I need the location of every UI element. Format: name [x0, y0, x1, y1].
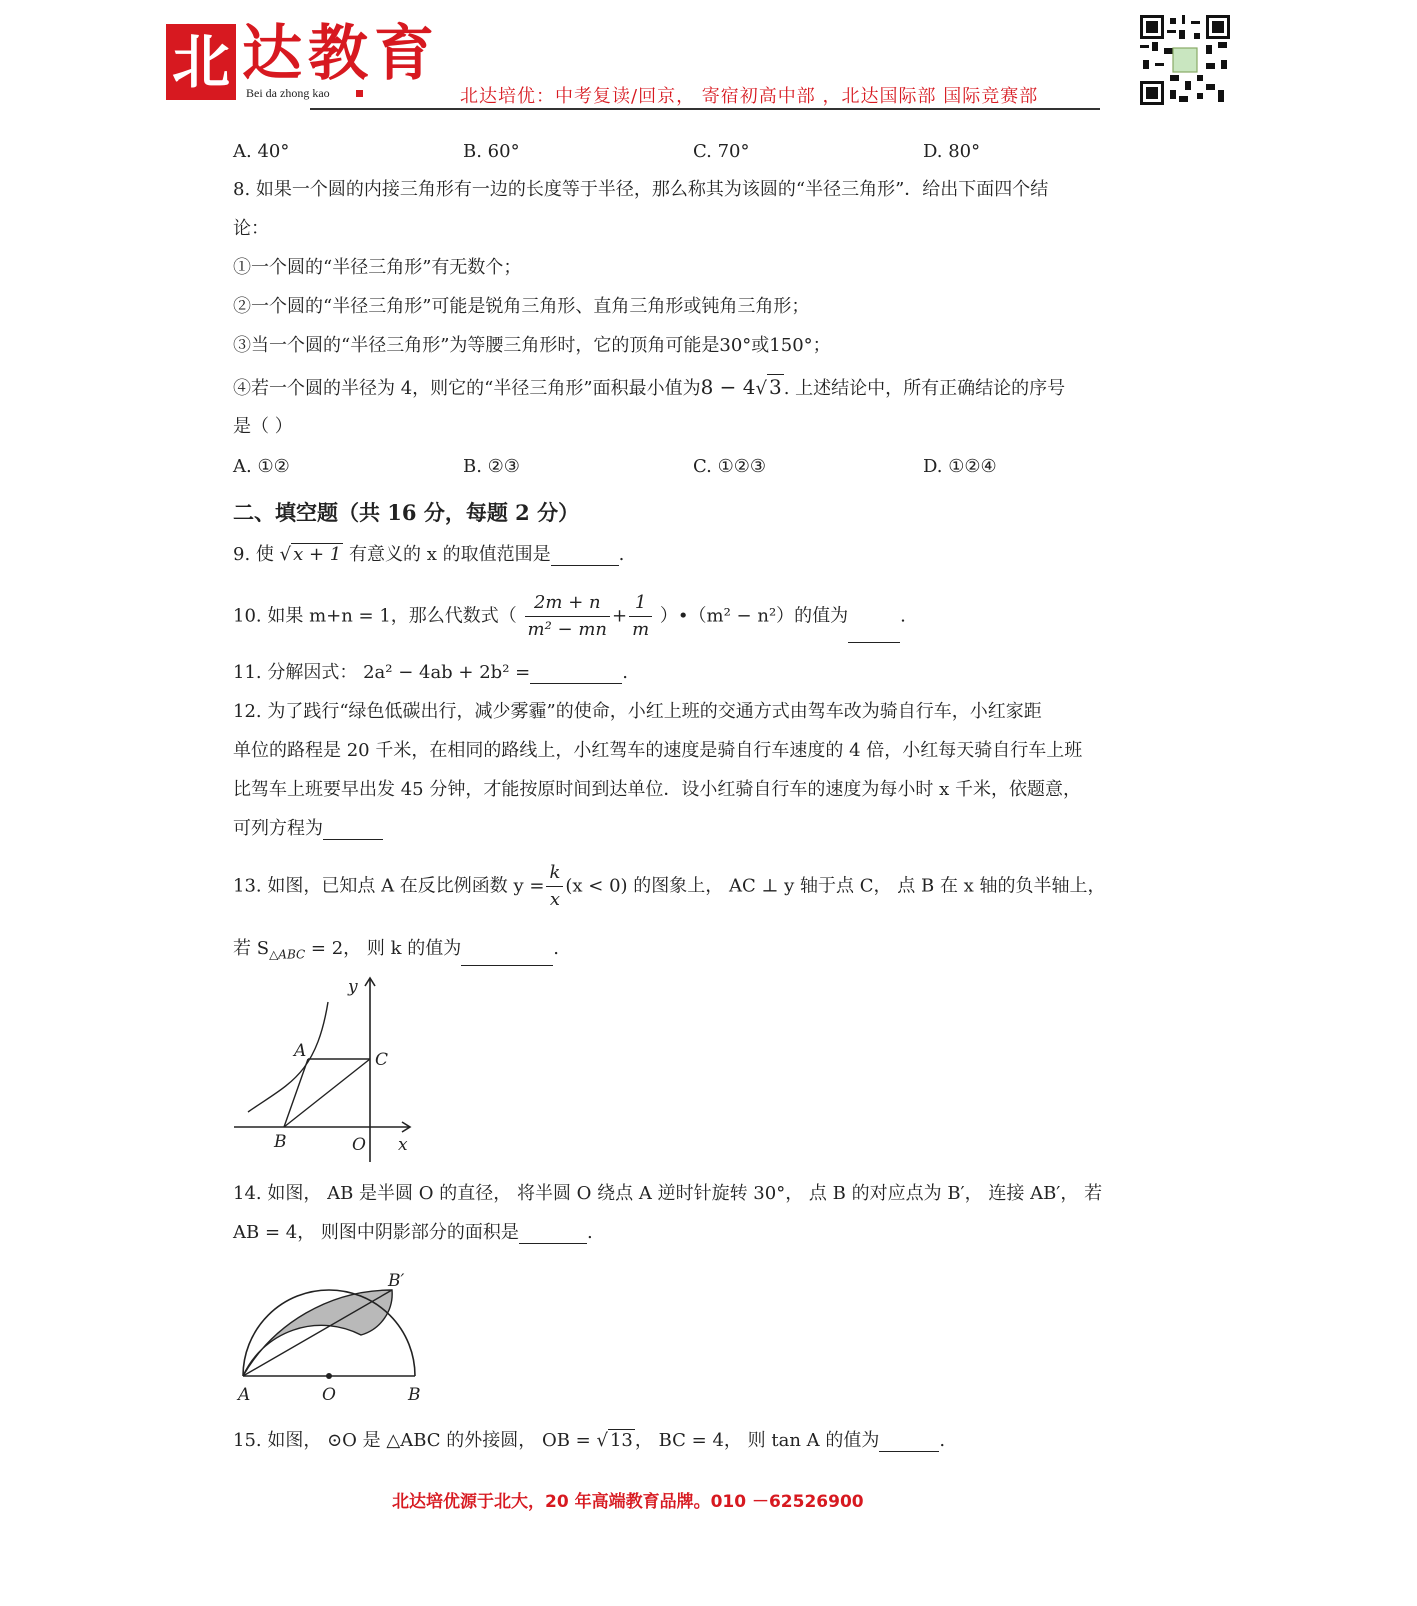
q11-end: . [622, 662, 628, 683]
q9-answer-blank [551, 565, 619, 566]
q13-segment-bc [284, 1059, 370, 1127]
q13-numerator: k [546, 860, 563, 887]
q8-c4-radicand: 3 [768, 375, 782, 399]
q13-label-b: B [274, 1132, 287, 1152]
q13-label-c: C [375, 1050, 389, 1070]
q13-text-a: 13. 如图，已知点 A 在反比例函数 y = [233, 875, 545, 897]
q8-option-c: C. ①②③ [693, 456, 766, 477]
q12-line3: 比驾车上班要早出发 45 分钟，才能按原时间到达单位．设小红骑自行车的速度为每小时 x 千米，依题意， [233, 779, 1081, 800]
q9-text-b: 有意义的 x 的取值范围是 [348, 544, 551, 565]
q13-label-o: O [352, 1135, 366, 1155]
q15: 15. 如图， ⊙O 是 △ABC 的外接圆， OB = √ 13 ， BC = 4， 则 tan A 的值为 . [233, 1430, 946, 1451]
section-fill-in-blank-title: 二、填空题（共 16 分，每题 2 分） [233, 500, 580, 525]
q9-end: . [618, 544, 625, 565]
q14-segment-ab-prime [243, 1290, 392, 1376]
q8-stem-line2: 论： [233, 218, 269, 239]
q9-radicand: x + 1 [293, 544, 342, 565]
q13-line2 [233, 938, 559, 966]
q13-text-d: = 2， 则 k 的值为 [305, 938, 462, 959]
logo-subtitle: Bei da zhong kao [246, 86, 330, 100]
q15-text-a: 15. 如图， ⊙O 是 △ABC 的外接圆， OB = [233, 1430, 591, 1451]
logo-mark: 北 [166, 24, 236, 100]
q10-text-b: ）•（m² − n²）的值为 [659, 605, 849, 627]
q10-f1-denominator: m² − mn [527, 619, 608, 640]
q13-fraction [546, 860, 563, 913]
q8-c4-tail: . 上述结论中，所有正确结论的序号 [783, 378, 1066, 399]
q8-stem-line1: 8. 如果一个圆的内接三角形有一边的长度等于半径，那么称其为该圆的“半径三角形”．给出下面四个结 [233, 179, 1049, 200]
q13-label-x: x [398, 1135, 408, 1155]
q12-line2: 单位的路程是 20 千米，在相同的路线上，小红驾车的速度是骑自行车速度的 4 倍，小红每天骑自行车上班 [233, 740, 1083, 761]
q13-line1 [233, 860, 1106, 913]
q8-c4-text: ④若一个圆的半径为 4，则它的“半径三角形”面积最小值为 [233, 378, 701, 399]
q10-f2-numerator: 1 [629, 590, 652, 617]
q13-figure [228, 972, 428, 1164]
q10-f2-denominator: m [632, 619, 650, 640]
q13-text-c: 若 S [233, 938, 270, 959]
logo-dot [356, 90, 363, 97]
q15-radicand: 13 [609, 1430, 633, 1451]
q11-text: 11. 分解因式： 2a² − 4ab + 2b² = [233, 662, 531, 683]
q14-answer-blank [519, 1243, 587, 1244]
q13-label-y: y [348, 977, 358, 997]
q12-line4 [233, 818, 383, 840]
q10 [233, 590, 906, 643]
q14-label-o: O [322, 1385, 336, 1405]
q8-conclusion-3: ③当一个圆的“半径三角形”为等腰三角形时，它的顶角可能是30°或150°； [233, 335, 831, 356]
q8-conclusion-4: ④若一个圆的半径为 4，则它的“半径三角形”面积最小值为8 − 4√ 3 . 上述结论中，所有正确结论的序号 [233, 375, 1066, 399]
q14-label-a: A [238, 1385, 251, 1405]
q10-end: . [900, 605, 906, 627]
q13-answer-blank [461, 965, 553, 966]
header-divider [310, 108, 1100, 110]
q14-label-b: B [408, 1385, 421, 1405]
q8-option-b: B. ②③ [463, 456, 520, 477]
q7-option-c: C. 70° [693, 141, 750, 162]
q14-figure [228, 1258, 428, 1408]
q14-text: AB = 4， 则图中阴影部分的面积是 [233, 1222, 519, 1243]
q14-line1: 14. 如图， AB 是半圆 O 的直径， 将半圆 O 绕点 A 逆时针旋转 30°， 点 B 的对应点为 B′， 连接 AB′， 若 [233, 1183, 1103, 1204]
q10-fraction-2 [629, 590, 652, 643]
qr-code-icon [1140, 15, 1230, 105]
q15-answer-blank [879, 1451, 939, 1452]
q8-option-a: A. ①② [233, 456, 290, 477]
q8-c4-math: 8 − 4 [700, 375, 756, 399]
q10-plus: + [612, 605, 628, 627]
q10-fraction-1 [525, 590, 610, 643]
q14-end: . [586, 1222, 593, 1243]
q7-option-a: A. 40° [233, 141, 290, 162]
q10-f1-numerator: 2m + n [525, 590, 610, 617]
q13-subscript: △ABC [269, 947, 306, 962]
q11 [233, 662, 628, 684]
q13-text-b: (x < 0) 的图象上， AC ⊥ y 轴于点 C， 点 B 在 x 轴的负半轴上， [565, 875, 1106, 897]
header-slogan: 北达培优：中考复读/回京， 寄宿初高中部 ，北达国际部 国际竞赛部 [460, 86, 1039, 107]
q7-option-b: B. 60° [463, 141, 520, 162]
q15-text-b: ， BC = 4， 则 tan A 的值为 [634, 1430, 880, 1451]
q8-stem-end: 是（ ） [233, 416, 293, 437]
q13-hyperbola-curve [248, 1002, 328, 1112]
logo-text: 达教育 [242, 19, 440, 89]
q14-center-point [326, 1373, 332, 1379]
q8-option-d: D. ①②④ [923, 456, 997, 477]
q15-end: . [939, 1430, 946, 1451]
q10-answer-blank [848, 642, 900, 643]
q8-conclusion-1: ①一个圆的“半径三角形”有无数个； [233, 257, 522, 278]
q13-label-a: A [294, 1041, 307, 1061]
q10-text-a: 10. 如果 m+n = 1，那么代数式（ [233, 605, 517, 627]
q12-line1: 12. 为了践行“绿色低碳出行，减少雾霾”的使命，小红上班的交通方式由驾车改为骑自行车，小红家距 [233, 701, 1042, 722]
q14-label-b-prime: B′ [388, 1271, 405, 1291]
q12-answer-blank [323, 839, 383, 840]
q11-answer-blank [530, 683, 622, 684]
q7-option-d: D. 80° [923, 141, 981, 162]
q14-line2 [233, 1222, 593, 1244]
q13-end: . [553, 938, 559, 959]
q9: 9. 使 √ x + 1 有意义的 x 的取值范围是 . [233, 544, 625, 565]
q13-denominator: x [549, 889, 561, 910]
q9-text-a: 9. 使 [233, 544, 274, 565]
footer-contact: 北达培优源于北大，20 年高端教育品牌。010 －62526900 [392, 1492, 864, 1512]
q8-conclusion-2: ②一个圆的“半径三角形”可能是锐角三角形、直角三角形或钝角三角形； [233, 296, 810, 317]
q12-text: 可列方程为 [233, 818, 323, 839]
